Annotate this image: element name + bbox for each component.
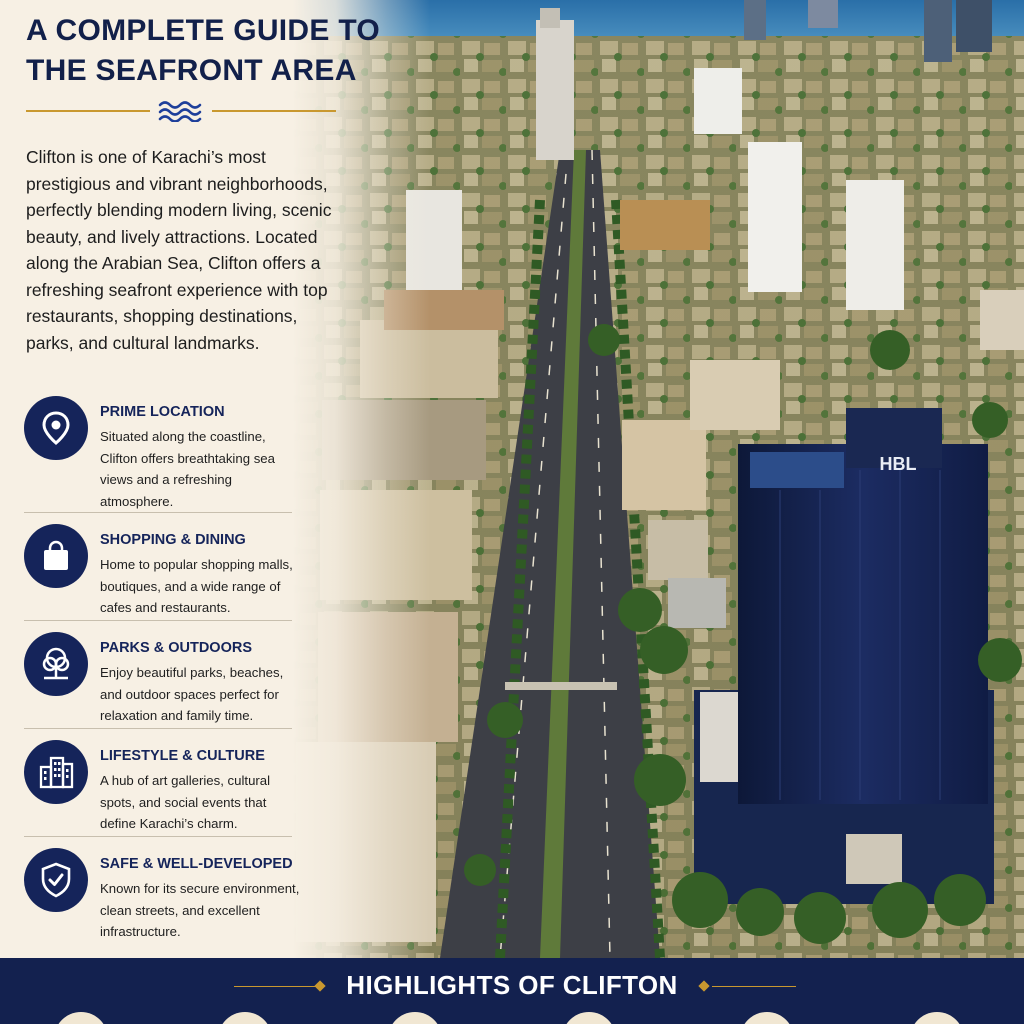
highlights-title: HIGHLIGHTS OF CLIFTON: [346, 970, 678, 1000]
highlight-item-badge: [54, 1012, 108, 1024]
feature-title: PRIME LOCATION: [100, 404, 225, 420]
feature-title: PARKS & OUTDOORS: [100, 640, 252, 656]
highlight-item-badge: [218, 1012, 272, 1024]
guide-panel: [0, 0, 430, 958]
band-rule: [712, 986, 796, 987]
feature-description: Situated along the coastline, Clifton offers breathtaking sea views and a refreshing atmosphere.: [100, 429, 275, 509]
feature-parks-outdoors: [0, 632, 330, 752]
feature-divider: [24, 620, 292, 621]
feature-description: A hub of art galleries, cultural spots, and social events that define Karachi’s charm.: [100, 773, 271, 831]
buildings-icon: [24, 740, 88, 804]
building-sign: HBL: [879, 454, 917, 474]
feature-divider: [24, 836, 292, 837]
feature-divider: [24, 728, 292, 729]
feature-title: SHOPPING & DINING: [100, 532, 246, 548]
highlight-item-badge: [910, 1012, 964, 1024]
feature-description: Known for its secure environment, clean streets, and excellent infrastructure.: [100, 881, 300, 939]
page-title: A COMPLETE GUIDE TO: [26, 14, 381, 47]
shopping-bag-icon: [24, 524, 88, 588]
tree-icon: [24, 632, 88, 696]
feature-divider: [24, 512, 292, 513]
highlight-item-badge: [562, 1012, 616, 1024]
page-title-line2: THE SEAFRONT AREA: [26, 54, 357, 87]
feature-shopping-dining: [0, 524, 330, 644]
divider-rule: [26, 110, 150, 112]
shield-check-icon: [24, 848, 88, 912]
highlights-band: [0, 958, 1024, 1024]
divider-rule: [212, 110, 336, 112]
feature-prime-location: [0, 396, 330, 516]
feature-description: Home to popular shopping malls, boutiques, and a wide range of cafes and restaurants.: [100, 557, 293, 615]
location-pin-icon: [24, 396, 88, 460]
wave-icon: [156, 96, 208, 122]
feature-title: LIFESTYLE & CULTURE: [100, 748, 265, 764]
highlight-item-badge: [740, 1012, 794, 1024]
feature-safe-well-developed: [0, 848, 330, 968]
feature-title: SAFE & WELL-DEVELOPED: [100, 856, 293, 872]
feature-description: Enjoy beautiful parks, beaches, and outdoor spaces perfect for relaxation and family time.: [100, 665, 284, 723]
highlight-item-badge: [388, 1012, 442, 1024]
intro-paragraph: Clifton is one of Karachi’s most prestigious and vibrant neighborhoods, perfectly blending modern living, scenic beauty, and lively attractions. Located along the Arabian Sea, Clifton offers a refreshing seafront experience with top restaurants, shopping destinations, parks, and cultural landmarks.: [26, 147, 332, 353]
feature-lifestyle-culture: [0, 740, 330, 860]
